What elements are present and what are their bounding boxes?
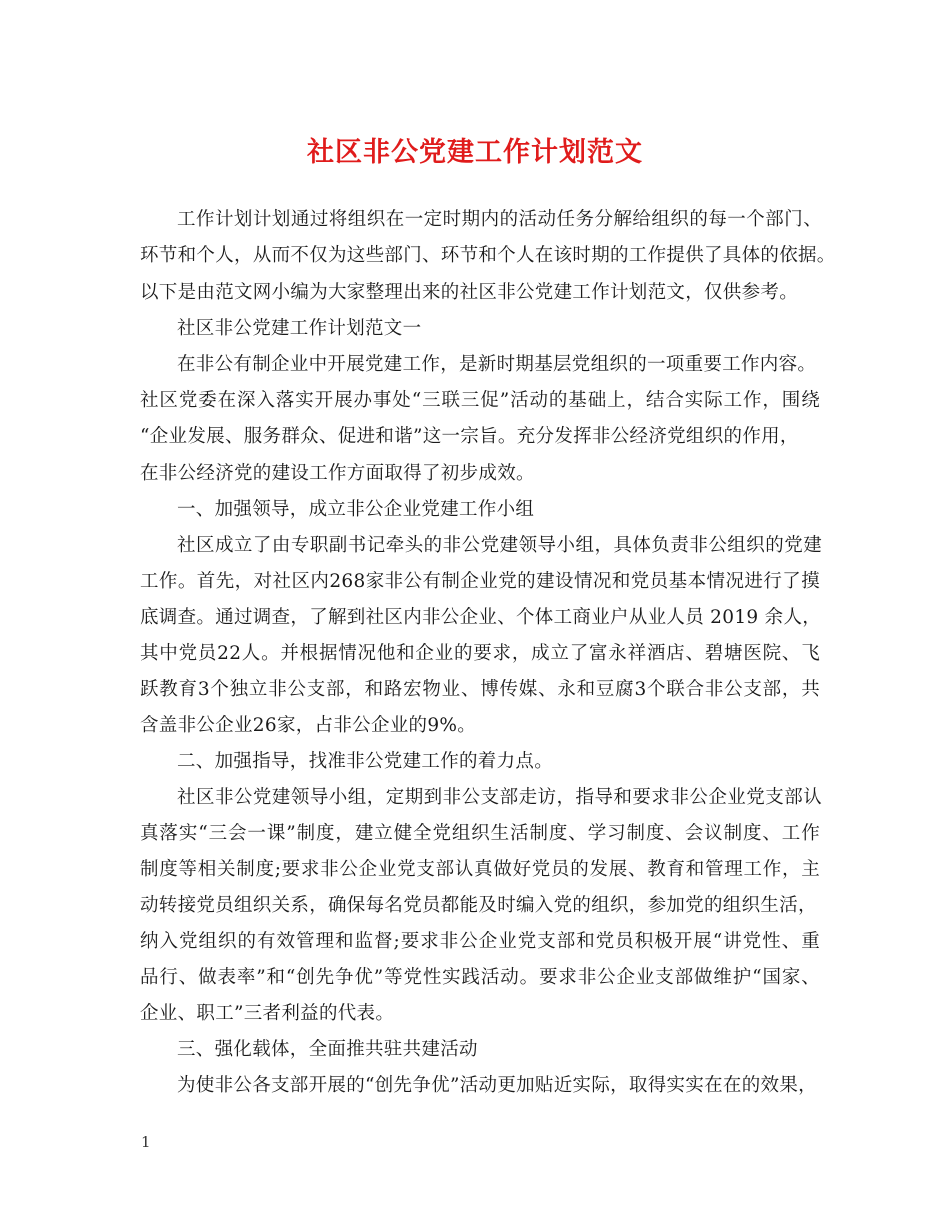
- paragraph-line: 底调查。通过调查，了解到社区内非公企业、个体工商业户从业人员 2019 余人，: [140, 607, 822, 628]
- paragraph-line: 社区非公党建领导小组，定期到非公支部走访，指导和要求非公企业党支部认: [177, 787, 822, 808]
- page-number: 1: [141, 1133, 151, 1151]
- paragraph-line: 纳入党组织的有效管理和监督;要求非公企业党支部和党员积极开展“讲党性、重: [140, 931, 820, 952]
- paragraph-line: 其中党员22人。并根据情况他和企业的要求，成立了富永祥酒店、碧塘医院、飞: [140, 643, 820, 664]
- paragraph-line: 真落实“三会一课”制度，建立健全党组织生活制度、学习制度、会议制度、工作: [140, 823, 820, 844]
- paragraph-line: 社区党委在深入落实开展办事处“三联三促”活动的基础上，结合实际工作，围绕: [140, 390, 820, 411]
- section-heading: 三、强化载体，全面推共驻共建活动: [177, 1039, 478, 1060]
- paragraph-line: 跃教育3个独立非公支部，和路宏物业、博传媒、永和豆腐3个联合非公支部，共: [140, 679, 820, 700]
- section-heading: 二、加强指导，找准非公党建工作的着力点。: [177, 751, 554, 772]
- section-heading: 一、加强领导，成立非公企业党建工作小组: [177, 499, 535, 520]
- section-heading: 社区非公党建工作计划范文一: [177, 318, 422, 339]
- paragraph-line: 环节和个人，从而不仅为这些部门、环节和个人在该时期的工作提供了具体的依据。: [140, 245, 836, 266]
- paragraph-line: 工作计划计划通过将组织在一定时期内的活动任务分解给组织的每一个部门、: [177, 209, 822, 230]
- paragraph-line: 为使非公各支部开展的“创先争优”活动更加贴近实际，取得实实在在的效果，: [177, 1075, 817, 1096]
- paragraph-line: 企业、职工”三者利益的代表。: [140, 1003, 395, 1024]
- paragraph-line: 在非公有制企业中开展党建工作，是新时期基层党组织的一项重要工作内容。: [177, 354, 817, 375]
- paragraph-line: 品行、做表率”和“创先争优”等党性实践活动。要求非公企业支部做维护“国家、: [140, 967, 820, 988]
- paragraph-line: 社区成立了由专职副书记牵头的非公党建领导小组，具体负责非公组织的党建: [177, 535, 822, 556]
- paragraph-line: 含盖非公企业26家，占非公企业的9%。: [140, 715, 477, 736]
- paragraph-line: 动转接党员组织关系，确保每名党员都能及时编入党的组织，参加党的组织生活，: [140, 895, 817, 916]
- paragraph-line: “企业发展、服务群众、促进和谐”这一宗旨。充分发挥非公经济党组织的作用，: [140, 426, 799, 447]
- paragraph-line: 在非公经济党的建设工作方面取得了初步成效。: [140, 463, 535, 484]
- paragraph-line: 制度等相关制度;要求非公企业党支部认真做好党员的发展、教育和管理工作，主: [140, 859, 820, 880]
- paragraph-line: 工作。首先，对社区内268家非公有制企业党的建设情况和党员基本情况进行了摸: [140, 571, 820, 592]
- paragraph-line: 以下是由范文网小编为大家整理出来的社区非公党建工作计划范文，仅供参考。: [140, 282, 799, 303]
- document-title: 社区非公党建工作计划范文: [307, 137, 643, 168]
